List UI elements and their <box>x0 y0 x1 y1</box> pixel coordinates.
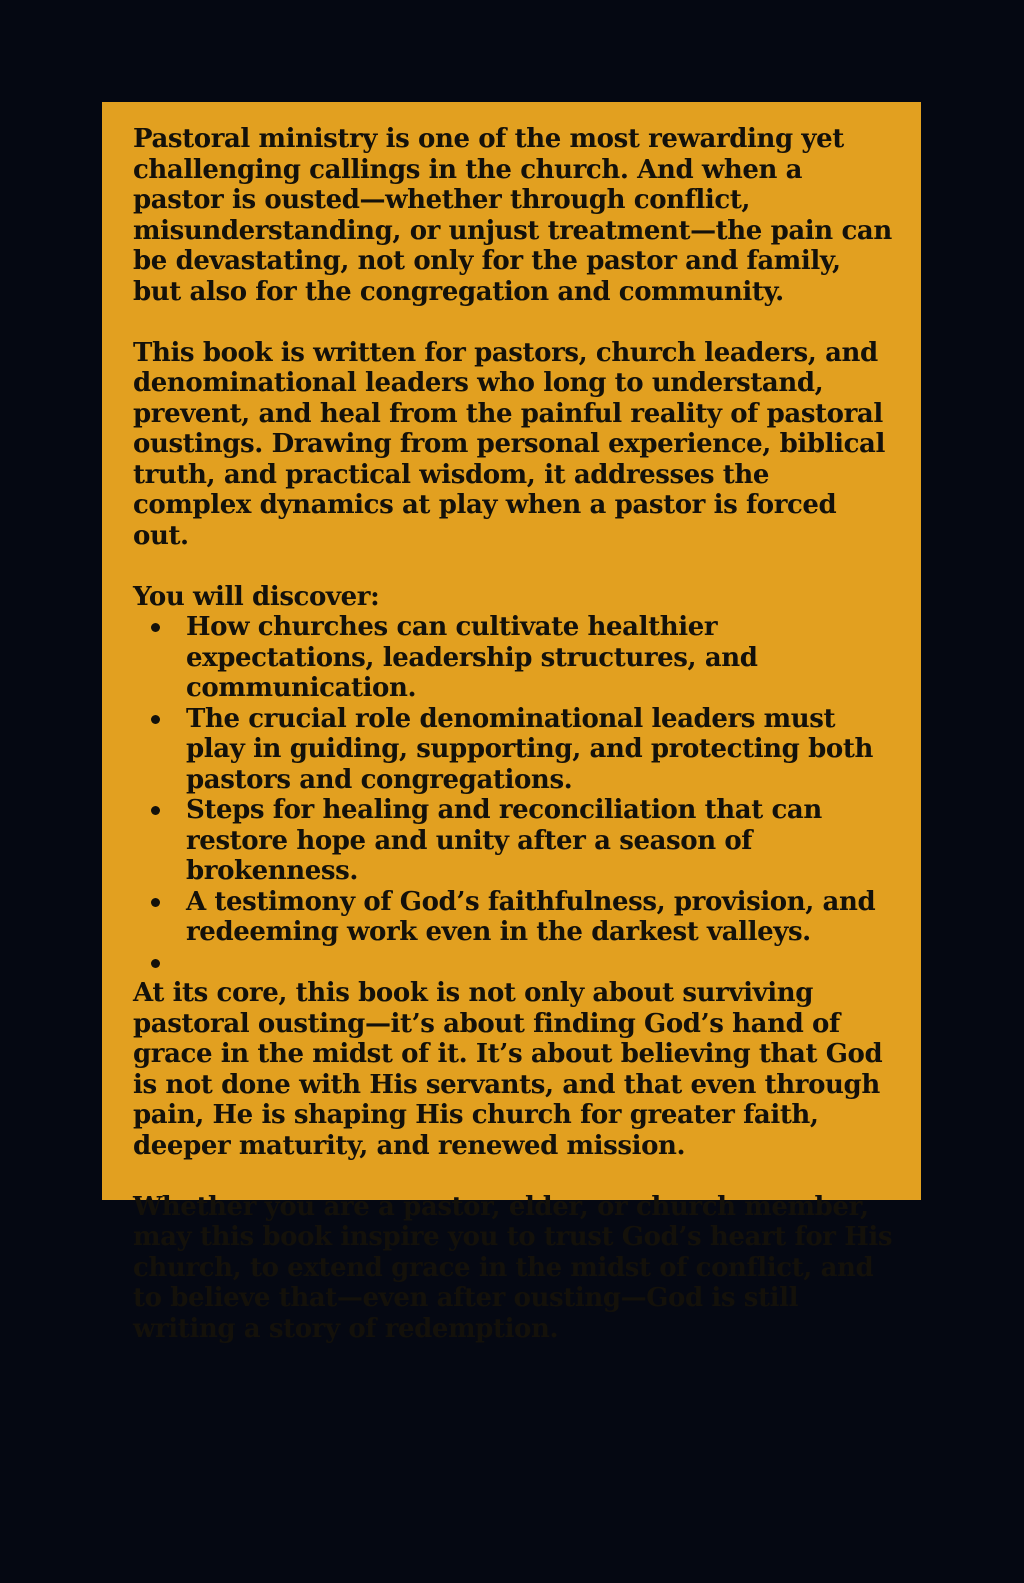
list-intro: You will discover: <box>133 581 380 612</box>
bullet-dot-icon <box>151 898 160 907</box>
core-paragraph: At its core, this book is not only about surviving pastoral ousting—it’s about finding God’s hand of grace in the midst of it. It’s about believing that God is not done with His servants, and that even through pain, He is shaping His church for greater faith, deeper maturity, and renewed mission. <box>133 978 883 1161</box>
closing-paragraph: Whether you are a pastor, elder, or church member, may this book inspire you to trust God’s heart for His church, to extend grace in the midst of conflict, and to believe that—even after ousting—God is still writing a story of redemption. <box>133 1191 893 1344</box>
bullet-dot-icon <box>151 715 160 724</box>
discover-list <box>133 612 893 978</box>
list-item-text: Steps for healing and reconciliation that can restore hope and unity after a season of brokenness. <box>186 795 822 886</box>
list-item <box>186 948 893 979</box>
bullet-dot-icon <box>151 959 160 968</box>
list-item <box>186 704 893 796</box>
intro-paragraph: Pastoral ministry is one of the most rewarding yet challenging callings in the church. And when a pastor is ousted—whether through conflict, misunderstanding, or unjust treatment—the pain can be devastating, not only for the pastor and family, but also for the congregation and community. <box>133 124 892 307</box>
bullet-dot-icon <box>151 806 160 815</box>
list-item-text: A testimony of God’s faithfulness, provision, and redeeming work even in the darkest valleys. <box>186 886 876 947</box>
list-item-text: The crucial role denominational leaders must play in guiding, supporting, and protecting both pastors and congregations. <box>186 703 873 795</box>
list-item <box>186 795 893 887</box>
back-cover-text-panel <box>102 102 921 1344</box>
list-item <box>186 887 893 948</box>
audience-paragraph: This book is written for pastors, church leaders, and denominational leaders who long to understand, prevent, and heal from the painful reality of pastoral oustings. Drawing from personal experience, biblical truth, and practical wisdom, it addresses the complex dynamics at play when a pastor is forced out. <box>133 337 885 551</box>
list-item <box>186 612 893 704</box>
list-item-text: How churches can cultivate healthier expectations, leadership structures, and communication. <box>186 612 758 703</box>
bullet-dot-icon <box>151 623 160 632</box>
